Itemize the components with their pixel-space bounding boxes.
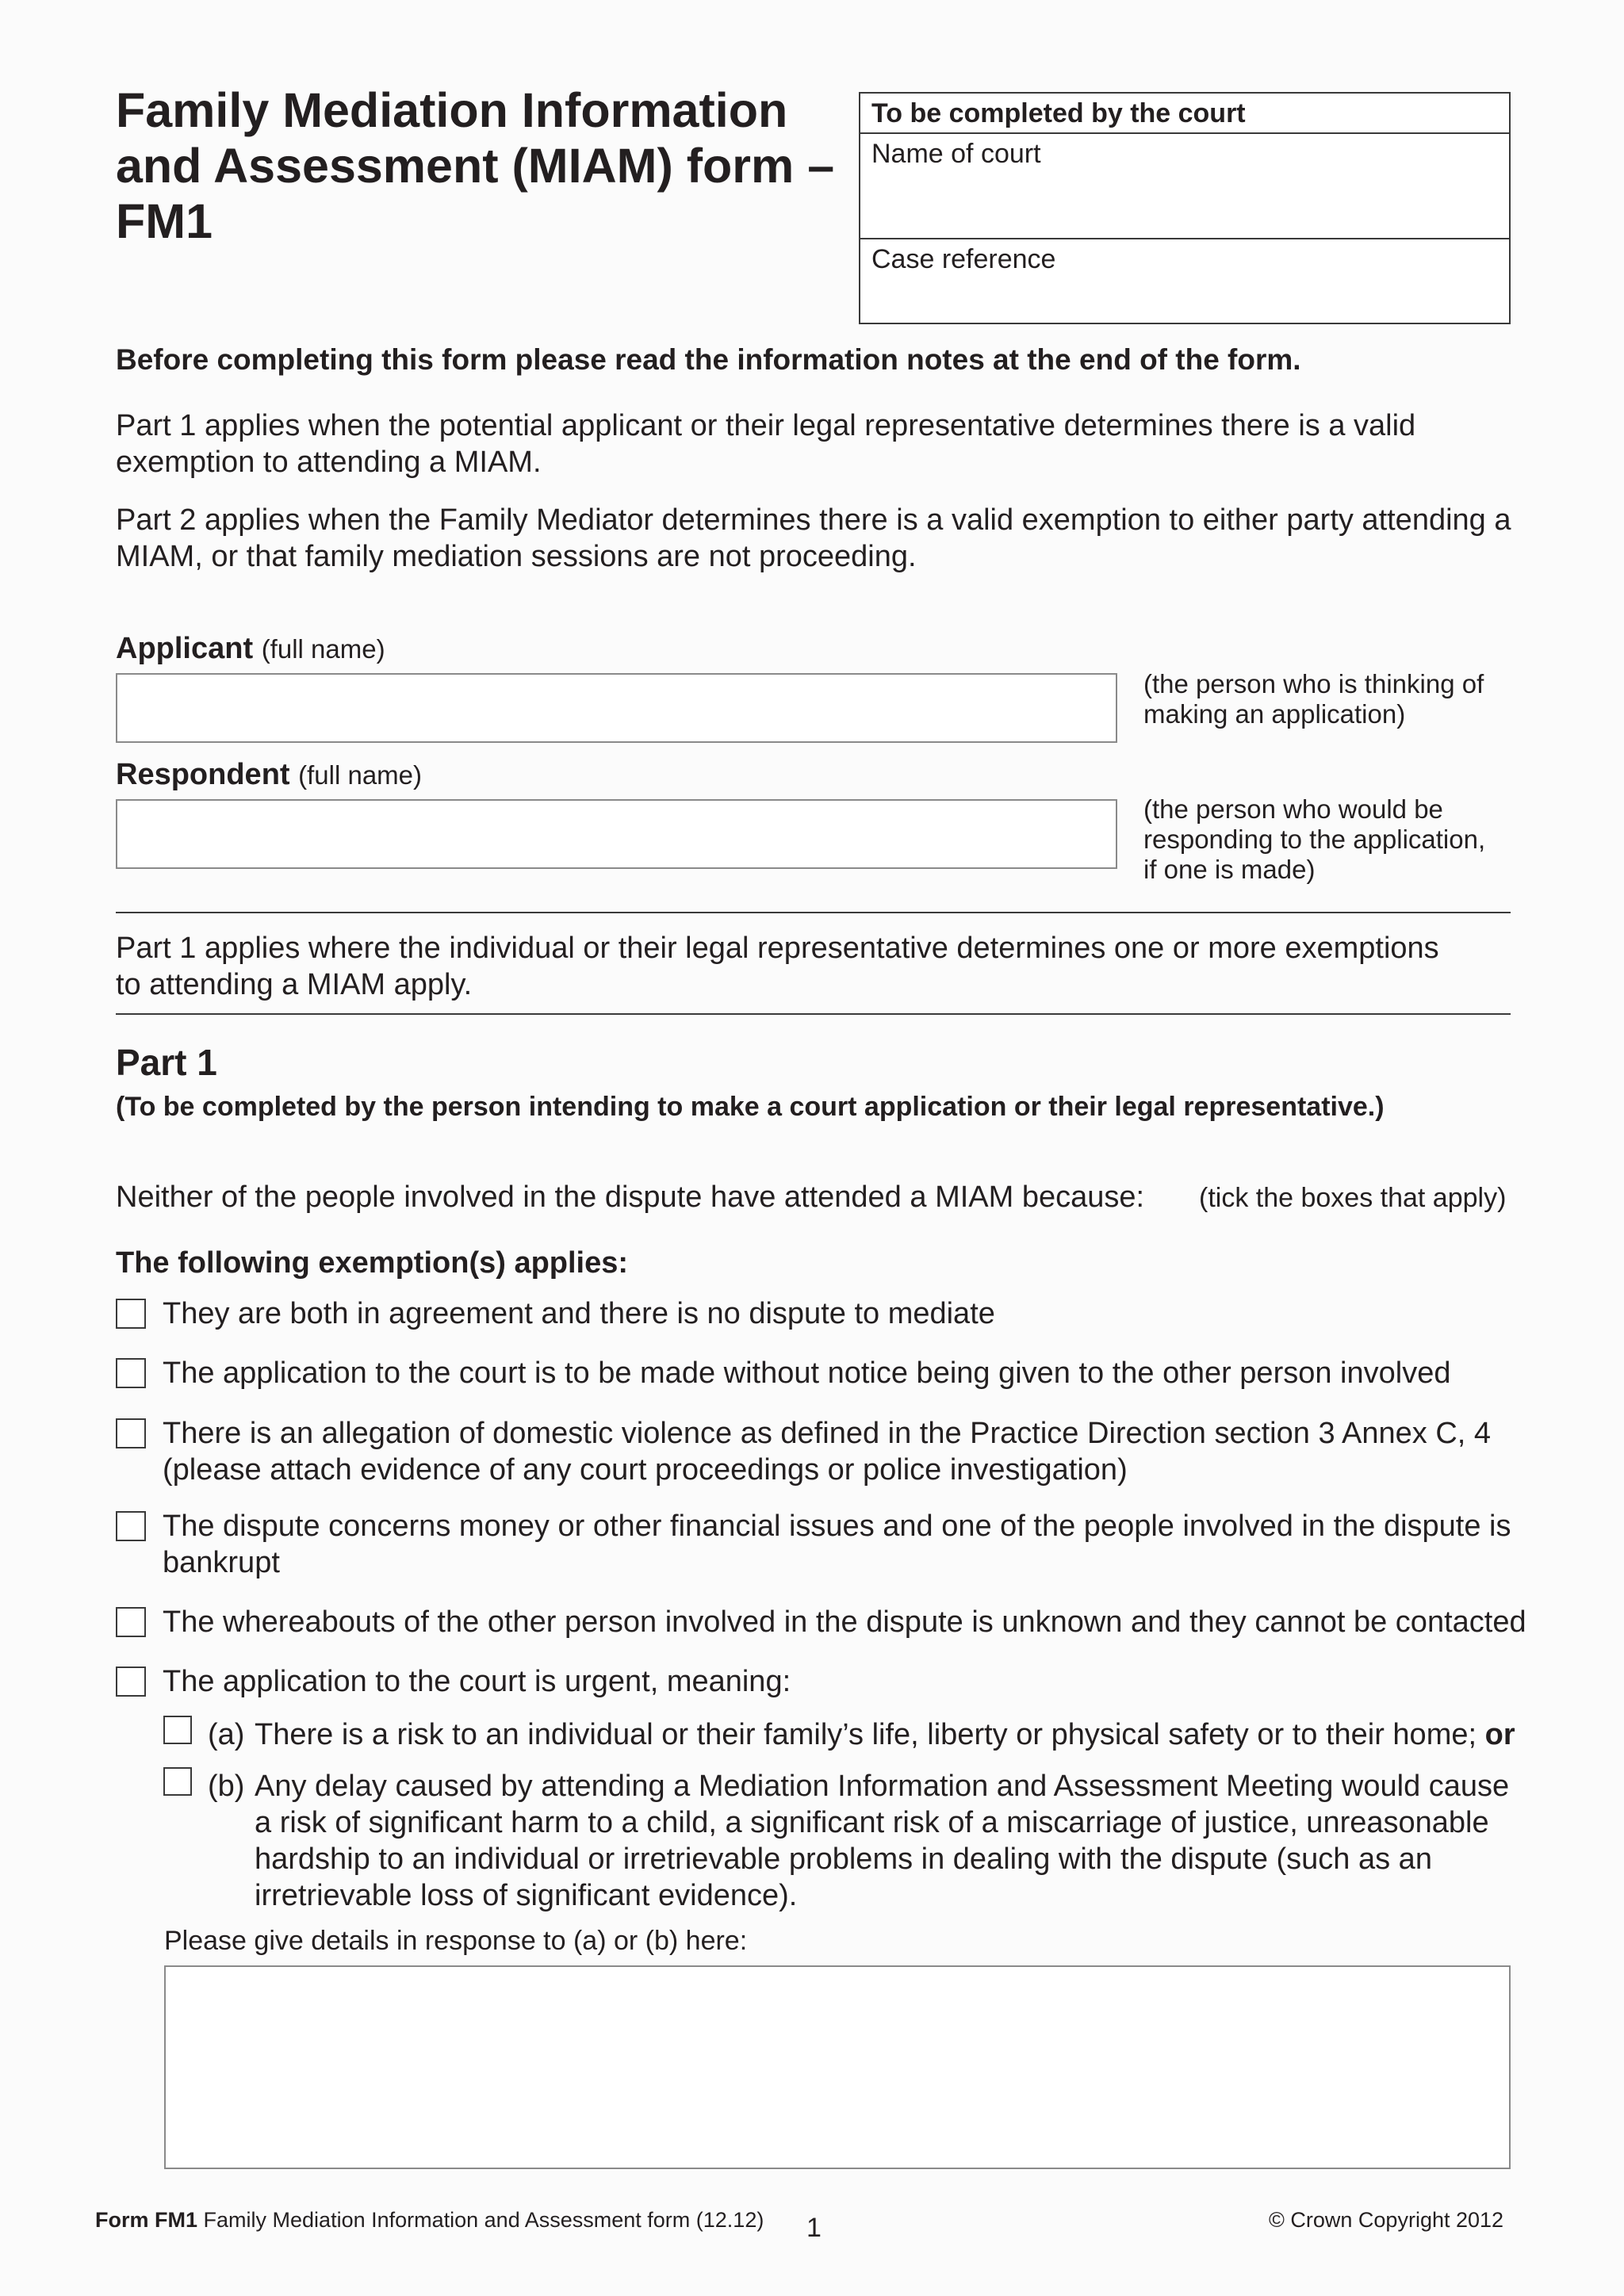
urgent-b-line: a risk of significant harm to a child, a significant risk of a miscarriage of justice, unreasonable: [255, 1806, 1489, 1839]
case-reference-field[interactable]: [860, 239, 1509, 275]
details-value: [166, 1967, 1509, 1989]
form-title: [116, 82, 853, 249]
exemption-line: The whereabouts of the other person involved in the dispute is unknown and they cannot be contacted: [163, 1605, 1526, 1639]
exemption-line: The application to the court is to be made without notice being given to the other person involved: [163, 1357, 1451, 1390]
exemption-checkbox[interactable]: [116, 1511, 146, 1541]
part1-intro-line: Part 1 applies when the potential applicant or their legal representative determines there is a valid: [116, 409, 1416, 442]
name-of-court-label: Name of court: [871, 139, 1041, 169]
neither-attended-text: Neither of the people involved in the dispute have attended a MIAM because:: [116, 1181, 1145, 1214]
name-of-court-field[interactable]: [860, 134, 1509, 239]
exemptions-heading: The following exemption(s) applies:: [116, 1246, 629, 1280]
respondent-note-line: responding to the application,: [1143, 825, 1486, 854]
applicant-label-group: [116, 630, 385, 668]
details-textarea[interactable]: [164, 1965, 1511, 2169]
part1-intro-line: exemption to attending a MIAM.: [116, 446, 542, 479]
copyright: © Crown Copyright 2012: [1269, 2208, 1504, 2232]
footer-form-bold: Form FM1: [95, 2208, 198, 2232]
part2-intro: [116, 502, 1511, 575]
respondent-note-line: if one is made): [1143, 855, 1316, 884]
respondent-label-suffix: (full name): [298, 760, 423, 790]
part2-intro-line: Part 2 applies when the Family Mediator determines there is a valid exemption to either party attending a: [116, 503, 1511, 537]
exemption-text: [163, 1508, 1511, 1581]
tick-hint: (tick the boxes that apply): [1199, 1183, 1507, 1213]
applicant-note-line: (the person who is thinking of: [1143, 669, 1484, 698]
case-reference-label: Case reference: [871, 244, 1056, 274]
part1-banner: [116, 930, 1439, 1003]
applicant-name-input[interactable]: [116, 673, 1117, 743]
exemption-checkbox[interactable]: [116, 1667, 146, 1697]
exemption-checkbox[interactable]: [116, 1418, 146, 1448]
exemption-line: bankrupt: [163, 1546, 280, 1579]
urgent-a-text: [255, 1716, 1515, 1753]
exemption-text: [163, 1663, 791, 1700]
exemption-line: There is an allegation of domestic violence as defined in the Practice Direction section 3 Annex C, 4: [163, 1417, 1492, 1450]
details-label: Please give details in response to (a) or (b) here:: [164, 1926, 748, 1956]
exemption-line: (please attach evidence of any court proceedings or police investigation): [163, 1453, 1128, 1487]
urgent-b-text: [255, 1768, 1509, 1914]
urgent-b-line: Any delay caused by attending a Mediation Information and Assessment Meeting would cause: [255, 1770, 1510, 1803]
applicant-name-value: [117, 675, 1116, 706]
applicant-label-suffix: (full name): [261, 634, 385, 664]
urgent-b-label: (b): [208, 1770, 245, 1803]
footer-form-id: [95, 2208, 764, 2233]
footer-form-text: Family Mediation Information and Assessment form (12.12): [203, 2208, 764, 2232]
applicant-note: [1143, 669, 1484, 729]
exemption-text: [163, 1604, 1526, 1640]
form-title-line: Family Mediation Information: [116, 83, 788, 137]
court-use-box: [859, 92, 1511, 324]
urgent-a-text-main: There is a risk to an individual or their family’s life, liberty or physical safety or to their home;: [255, 1718, 1477, 1751]
respondent-note: [1143, 794, 1485, 885]
divider: [116, 1013, 1511, 1015]
urgent-a-checkbox[interactable]: [163, 1716, 192, 1744]
urgent-a-or: or: [1484, 1718, 1515, 1751]
part1-subheading: (To be completed by the person intending to make a court application or their legal representative.): [116, 1092, 1385, 1122]
exemption-line: The dispute concerns money or other financial issues and one of the people involved in the dispute is: [163, 1510, 1511, 1543]
part1-banner-line: to attending a MIAM apply.: [116, 968, 473, 1001]
read-notes-instruction: Before completing this form please read the information notes at the end of the form.: [116, 343, 1301, 376]
divider: [116, 912, 1511, 913]
exemption-line: The application to the court is urgent, meaning:: [163, 1665, 791, 1698]
respondent-note-line: (the person who would be: [1143, 794, 1443, 824]
part1-heading: Part 1: [116, 1042, 217, 1083]
applicant-note-line: making an application): [1143, 699, 1406, 729]
court-box-heading: To be completed by the court: [860, 94, 1509, 134]
respondent-name-input[interactable]: [116, 799, 1117, 869]
exemption-line: They are both in agreement and there is no dispute to mediate: [163, 1297, 995, 1330]
page-number: 1: [806, 2213, 822, 2243]
form-title-line: FM1: [116, 194, 213, 248]
urgent-b-line: hardship to an individual or irretrievable problems in dealing with the dispute (such as an: [255, 1843, 1432, 1876]
part1-banner-line: Part 1 applies where the individual or their legal representative determines one or more exemptions: [116, 932, 1439, 965]
urgent-b-line: irretrievable loss of significant evidence).: [255, 1879, 798, 1912]
exemption-text: [163, 1295, 995, 1332]
exemption-checkbox[interactable]: [116, 1299, 146, 1329]
urgent-b-checkbox[interactable]: [163, 1767, 192, 1796]
form-title-line: and Assessment (MIAM) form –: [116, 139, 835, 193]
respondent-label-group: [116, 756, 422, 794]
exemption-text: [163, 1355, 1450, 1391]
respondent-name-value: [117, 801, 1116, 832]
respondent-label: Respondent: [116, 758, 290, 791]
exemption-text: [163, 1415, 1491, 1488]
exemption-checkbox[interactable]: [116, 1358, 146, 1388]
part1-intro: [116, 408, 1415, 480]
exemption-checkbox[interactable]: [116, 1607, 146, 1637]
applicant-label: Applicant: [116, 632, 254, 665]
urgent-a-label: (a): [208, 1718, 245, 1751]
part2-intro-line: MIAM, or that family mediation sessions are not proceeding.: [116, 540, 917, 573]
